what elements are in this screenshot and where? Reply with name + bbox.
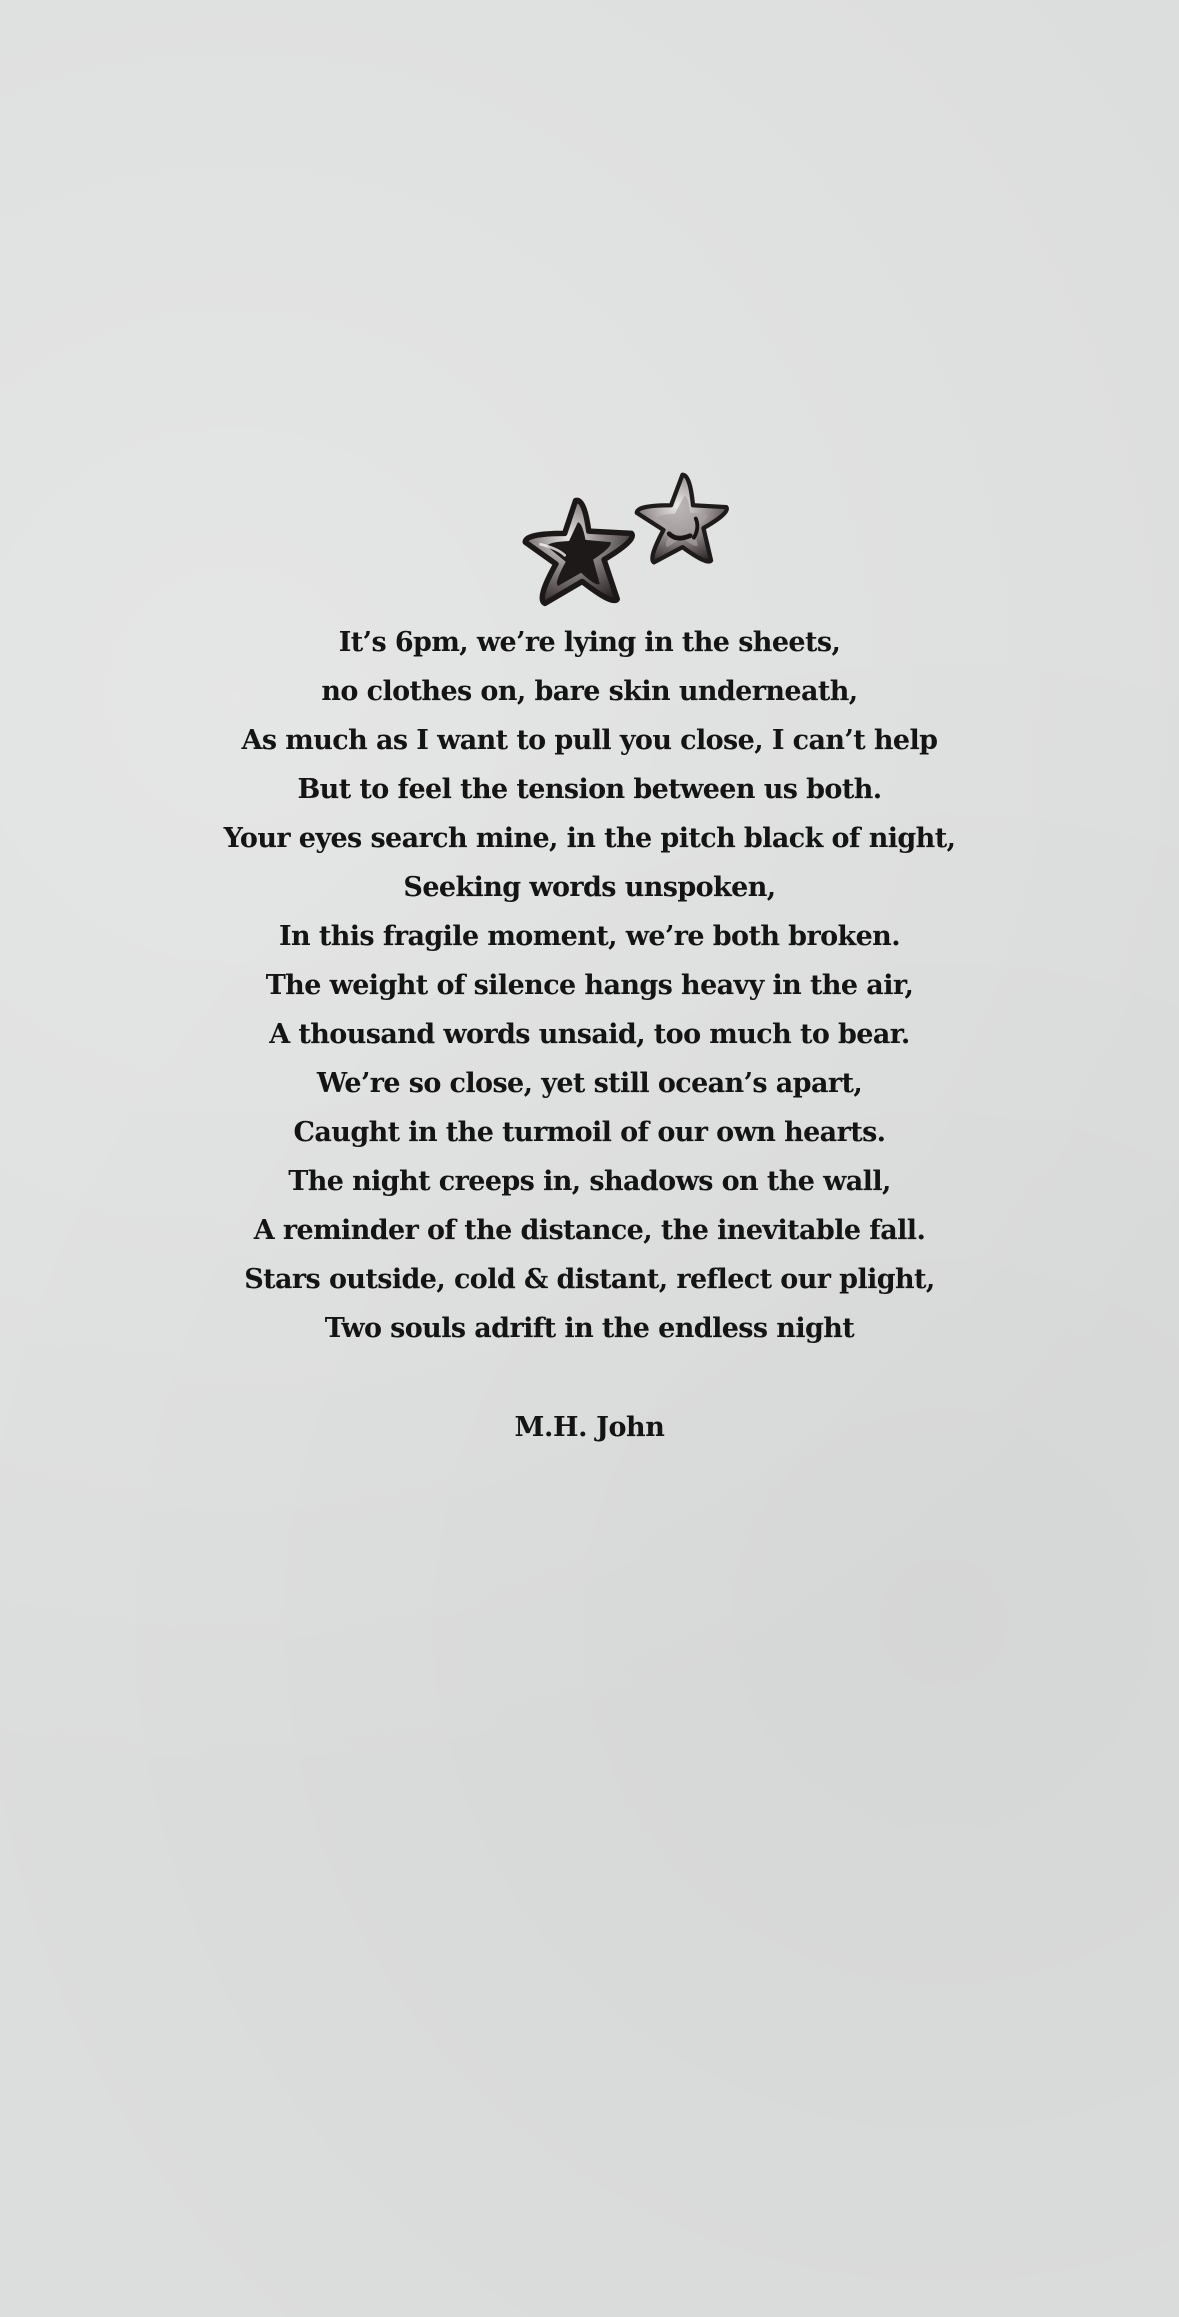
poem-line: no clothes on, bare skin underneath, (321, 676, 858, 707)
star-icon (630, 470, 735, 570)
star-icon (515, 495, 645, 610)
poem-line: A thousand words unsaid, too much to bear. (269, 1019, 910, 1050)
poem-line: The night creeps in, shadows on the wall, (288, 1166, 891, 1197)
poem-line: Seeking words unspoken, (403, 872, 776, 903)
poem-line: Caught in the turmoil of our own hearts. (293, 1117, 886, 1148)
poem-line: Two souls adrift in the endless night (324, 1313, 855, 1344)
poem-line: It’s 6pm, we’re lying in the sheets, (338, 627, 841, 658)
poem-line: The weight of silence hangs heavy in the air, (265, 970, 914, 1001)
poem-line: As much as I want to pull you close, I can’t help (241, 725, 938, 756)
poem-line: But to feel the tension between us both. (297, 774, 882, 805)
poem-line: A reminder of the distance, the inevitable fall. (253, 1215, 926, 1246)
poem-line: Stars outside, cold & distant, reflect our plight, (244, 1264, 935, 1295)
poem-line: We’re so close, yet still ocean’s apart, (316, 1068, 863, 1099)
stars-decoration (515, 470, 745, 615)
poem-line: In this fragile moment, we’re both broken. (279, 921, 900, 952)
poem-body (0, 618, 1179, 1353)
author-signature: M.H. John (514, 1412, 665, 1443)
poem-line: Your eyes search mine, in the pitch black of night, (223, 823, 956, 854)
